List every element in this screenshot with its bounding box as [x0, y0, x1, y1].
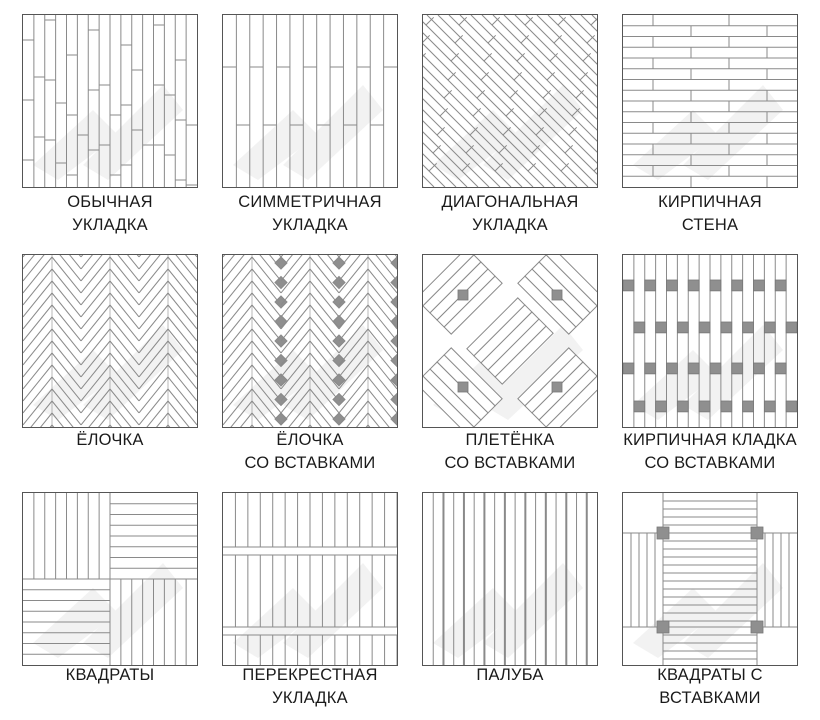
caption-regular — [2, 191, 218, 237]
herringbone-plank-left — [339, 401, 368, 427]
insert-square — [764, 322, 775, 333]
insert-square — [699, 322, 710, 333]
insert-diamond — [275, 316, 287, 328]
insert-square — [775, 363, 786, 374]
insert-square — [743, 401, 754, 412]
herringbone-plank-left — [281, 255, 310, 257]
caption-wicker-inserts-line2: СО ВСТАВКАМИ — [444, 454, 576, 472]
insert-square — [764, 401, 775, 412]
caption-wicker-inserts — [402, 429, 618, 475]
diagonal-pattern-drawing — [423, 15, 597, 187]
cross-pattern-drawing — [223, 493, 397, 665]
herringbone-plank-right — [368, 401, 397, 427]
insert-square — [754, 280, 765, 291]
herringbone-plank-left — [139, 255, 168, 257]
herringbone-inserts-pattern-drawing — [223, 255, 397, 427]
caption-diagonal-line2: УКЛАДКА — [472, 216, 548, 234]
insert-square — [645, 363, 656, 374]
herringbone-plank-left — [281, 425, 310, 427]
insert-square — [688, 363, 699, 374]
caption-brick-wall-line2: СТЕНА — [681, 216, 739, 234]
deck-pattern-drawing — [423, 493, 597, 665]
insert-square — [645, 280, 656, 291]
herringbone-plank-right — [368, 425, 397, 427]
herringbone-plank-right — [168, 401, 197, 427]
insert-square — [667, 363, 678, 374]
regular-pattern-drawing — [23, 15, 197, 187]
insert-diamond — [275, 277, 287, 289]
pattern-tile-brick-inserts — [622, 254, 798, 428]
herringbone-plank-right — [310, 255, 339, 257]
herringbone-plank-left — [339, 255, 368, 257]
brick-wall-pattern-drawing — [623, 15, 797, 187]
insert-square — [656, 401, 667, 412]
symmetric-pattern-drawing — [223, 15, 397, 187]
herringbone-plank-right — [168, 255, 197, 257]
caption-herringbone — [2, 429, 218, 452]
insert-square — [751, 527, 763, 539]
insert-square — [721, 322, 732, 333]
herringbone-plank-right — [168, 255, 197, 281]
pattern-tile-symmetric — [222, 14, 398, 188]
insert-square — [623, 363, 634, 374]
herringbone-plank-left — [223, 425, 252, 427]
herringbone-plank-left — [23, 255, 52, 281]
pattern-tile-brick-wall — [622, 14, 798, 188]
watermark-logo — [233, 85, 383, 180]
pattern-tile-squares-inserts — [622, 492, 798, 666]
insert-square — [751, 621, 763, 633]
insert-square — [657, 621, 669, 633]
insert-square — [634, 322, 645, 333]
herringbone-plank-left — [81, 255, 110, 281]
caption-diagonal — [402, 191, 618, 237]
herringbone-plank-right — [368, 255, 397, 281]
insert-square — [677, 322, 688, 333]
herringbone-plank-left — [23, 255, 52, 257]
pattern-tile-herringbone-inserts — [222, 254, 398, 428]
herringbone-plank-left — [281, 255, 310, 281]
herringbone-plank-right — [110, 255, 139, 257]
insert-diamond — [333, 316, 345, 328]
caption-herringbone-inserts-line1: ЁЛОЧКА — [276, 431, 344, 449]
herringbone-plank-left — [81, 255, 110, 257]
insert-square — [775, 280, 786, 291]
caption-brick-inserts-line1: КИРПИЧНАЯ КЛАДКА — [623, 431, 797, 449]
herringbone-pattern-drawing — [23, 255, 197, 427]
caption-squares-line1: КВАДРАТЫ — [65, 666, 155, 684]
caption-squares-inserts — [602, 664, 818, 710]
insert-square — [657, 527, 669, 539]
insert-square — [786, 322, 797, 333]
herringbone-plank-left — [223, 255, 252, 257]
caption-regular-line1: ОБЫЧНАЯ — [67, 193, 153, 211]
insert-diamond — [391, 374, 397, 386]
wicker-inserts-pattern-drawing — [423, 255, 597, 427]
pattern-tile-diagonal — [422, 14, 598, 188]
insert-diamond — [333, 296, 345, 308]
caption-deck — [402, 664, 618, 687]
herringbone-plank-left — [139, 425, 168, 427]
herringbone-plank-left — [139, 255, 168, 281]
caption-squares — [2, 664, 218, 687]
insert-square — [634, 401, 645, 412]
caption-brick-inserts-line2: СО ВСТАВКАМИ — [644, 454, 776, 472]
herringbone-plank-right — [110, 425, 139, 427]
herringbone-plank-left — [339, 255, 368, 281]
caption-brick-inserts — [602, 429, 818, 475]
caption-wicker-inserts-line1: ПЛЕТЁНКА — [465, 431, 555, 449]
herringbone-plank-right — [368, 255, 397, 257]
pattern-tile-squares — [22, 492, 198, 666]
watermark-logo — [233, 563, 383, 658]
watermark-logo — [433, 563, 583, 658]
herringbone-plank-left — [81, 425, 110, 427]
herringbone-plank-right — [310, 255, 339, 281]
insert-square — [667, 280, 678, 291]
insert-diamond — [275, 296, 287, 308]
insert-square — [656, 322, 667, 333]
insert-square — [710, 363, 721, 374]
insert-diamond — [333, 277, 345, 289]
herringbone-plank-right — [252, 425, 281, 427]
herringbone-plank-left — [139, 401, 168, 427]
insert-square — [552, 290, 562, 300]
pattern-tile-wicker-inserts — [422, 254, 598, 428]
insert-diamond — [391, 413, 397, 425]
watermark-logo — [433, 85, 583, 180]
insert-square — [743, 322, 754, 333]
herringbone-plank-right — [52, 425, 81, 427]
insert-square — [688, 280, 699, 291]
insert-diamond — [391, 355, 397, 367]
plank-end — [594, 163, 597, 171]
insert-square — [458, 382, 468, 392]
herringbone-plank-right — [252, 255, 281, 257]
pattern-tile-deck — [422, 492, 598, 666]
pattern-tile-herringbone — [22, 254, 198, 428]
insert-diamond — [391, 257, 397, 269]
insert-square — [458, 290, 468, 300]
caption-squares-inserts-line1: КВАДРАТЫ С — [657, 666, 763, 684]
insert-square — [732, 280, 743, 291]
caption-brick-wall — [602, 191, 818, 237]
insert-square — [552, 382, 562, 392]
pattern-tile-regular — [22, 14, 198, 188]
herringbone-plank-left — [223, 255, 252, 281]
caption-herringbone-inserts-line2: СО ВСТАВКАМИ — [244, 454, 376, 472]
insert-square — [721, 401, 732, 412]
pattern-tile-cross — [222, 492, 398, 666]
herringbone-plank-right — [252, 255, 281, 281]
insert-square — [699, 401, 710, 412]
insert-square — [677, 401, 688, 412]
caption-cross-line1: ПЕРЕКРЕСТНАЯ — [242, 666, 378, 684]
caption-squares-inserts-line2: ВСТАВКАМИ — [659, 689, 761, 707]
insert-square — [623, 280, 634, 291]
caption-symmetric-line1: СИММЕТРИЧНАЯ — [238, 193, 382, 211]
caption-cross-line2: УКЛАДКА — [272, 689, 348, 707]
squares-pattern-drawing — [23, 493, 197, 665]
herringbone-plank-right — [52, 255, 81, 281]
insert-diamond — [275, 335, 287, 347]
caption-herringbone-inserts — [202, 429, 418, 475]
caption-regular-line2: УКЛАДКА — [72, 216, 148, 234]
herringbone-plank-right — [168, 425, 197, 427]
squares-inserts-pattern-drawing — [623, 493, 797, 665]
brick-inserts-pattern-drawing — [623, 255, 797, 427]
herringbone-plank-right — [310, 425, 339, 427]
caption-herringbone-line1: ЁЛОЧКА — [76, 431, 144, 449]
caption-cross — [202, 664, 418, 710]
herringbone-plank-left — [23, 425, 52, 427]
insert-square — [732, 363, 743, 374]
herringbone-plank-right — [110, 255, 139, 281]
herringbone-plank-left — [339, 425, 368, 427]
caption-brick-wall-line1: КИРПИЧНАЯ — [658, 193, 762, 211]
insert-diamond — [391, 296, 397, 308]
caption-symmetric — [202, 191, 418, 237]
caption-deck-line1: ПАЛУБА — [476, 666, 544, 684]
insert-square — [754, 363, 765, 374]
herringbone-plank-right — [52, 255, 81, 257]
caption-symmetric-line2: УКЛАДКА — [272, 216, 348, 234]
insert-square — [786, 401, 797, 412]
insert-square — [710, 280, 721, 291]
caption-diagonal-line1: ДИАГОНАЛЬНАЯ — [441, 193, 579, 211]
